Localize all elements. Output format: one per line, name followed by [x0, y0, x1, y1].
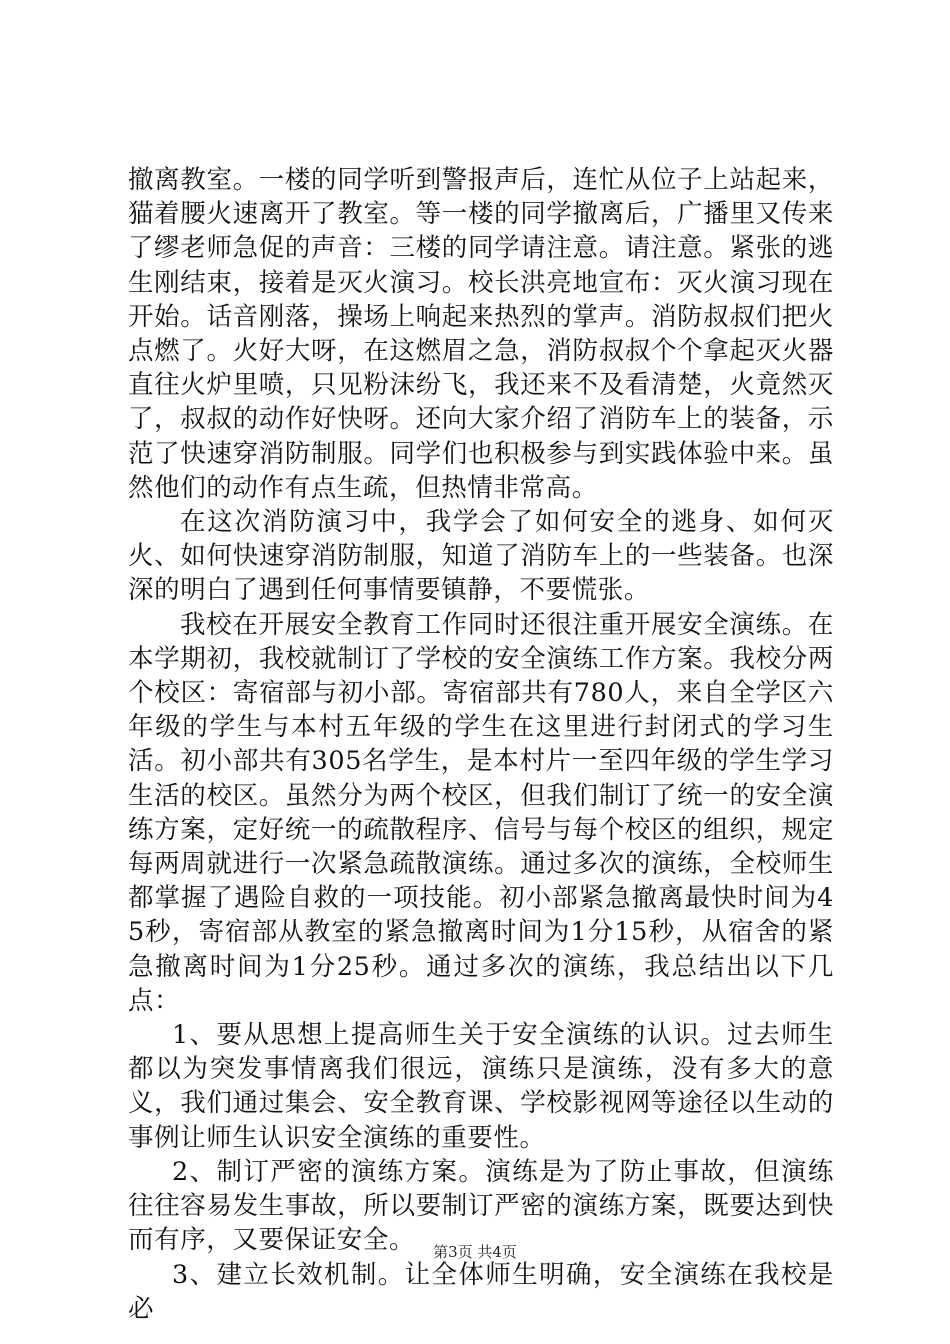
paragraph-school-drill-plan: 我校在开展安全教育工作同时还很注重开展安全演练。在本学期初，我校就制订了学校的安全演练工作方案。我校分两个校区：寄宿部与初小部。寄宿部共有780人，来自全学区六年级的学生与本村五年级的学生在这里进行封闭式的学习生活。初小部共有305名学生，是本村片一至四年级的学生学习生活的校区。虽然分为两个校区，但我们制订了统一的安全演练方案，定好统一的疏散程序、信号与每个校区的组织，规定每两周就进行一次紧急疏散演练。通过多次的演练，全校师生都掌握了遇险自救的一项技能。初小部紧急撤离最快时间为45秒，寄宿部从教室的紧急撤离时间为1分15秒，从宿舍的紧急撤离时间为1分25秒。通过多次的演练，我总结出以下几点：: [128, 609, 834, 1016]
list-item-point-1: 1、要从思想上提高师生关于安全演练的认识。过去师生都以为突发事情离我们很远，演练只是演练，没有多大的意义，我们通过集会、安全教育课、学校影视网等途径以生动的事例让师生认识安全演练的重要性。: [128, 1020, 834, 1153]
paragraph-drill-reflection: 在这次消防演习中，我学会了如何安全的逃身、如何灭火、如何快速穿消防制服，知道了消防车上的一些装备。也深深的明白了遇到任何事情要镇静，不要慌张。: [128, 507, 834, 606]
page-number-footer: 第3页 共4页: [433, 1243, 517, 1261]
document-body: [128, 163, 834, 1326]
paragraph-continuation: 撤离教室。一楼的同学听到警报声后，连忙从位子上站起来，猫着腰火速离开了教室。等一楼的同学撤离后，广播里又传来了缪老师急促的声音：三楼的同学请注意。请注意。紧张的逃生刚结束，接着是灭火演习。校长洪亮地宣布：灭火演习现在开始。话音刚落，操场上响起来热烈的掌声。消防叔叔们把火点燃了。火好大呀，在这燃眉之急，消防叔叔个个拿起灭火器直往火炉里喷，只见粉沫纷飞，我还来不及看清楚，火竟然灭了，叔叔的动作好快呀。还向大家介绍了消防车上的装备，示范了快速穿消防制服。同学们也积极参与到实践体验中来。虽然他们的动作有点生疏，但热情非常高。: [128, 165, 834, 503]
list-item-point-2: 2、制订严密的演练方案。演练是为了防止事故，但演练往往容易发生事故，所以要制订严密的演练方案，既要达到快而有序，又要保证安全。: [128, 1156, 834, 1256]
list-item-point-3: 3、建立长效机制。让全体师生明确，安全演练在我校是必: [128, 1259, 834, 1324]
